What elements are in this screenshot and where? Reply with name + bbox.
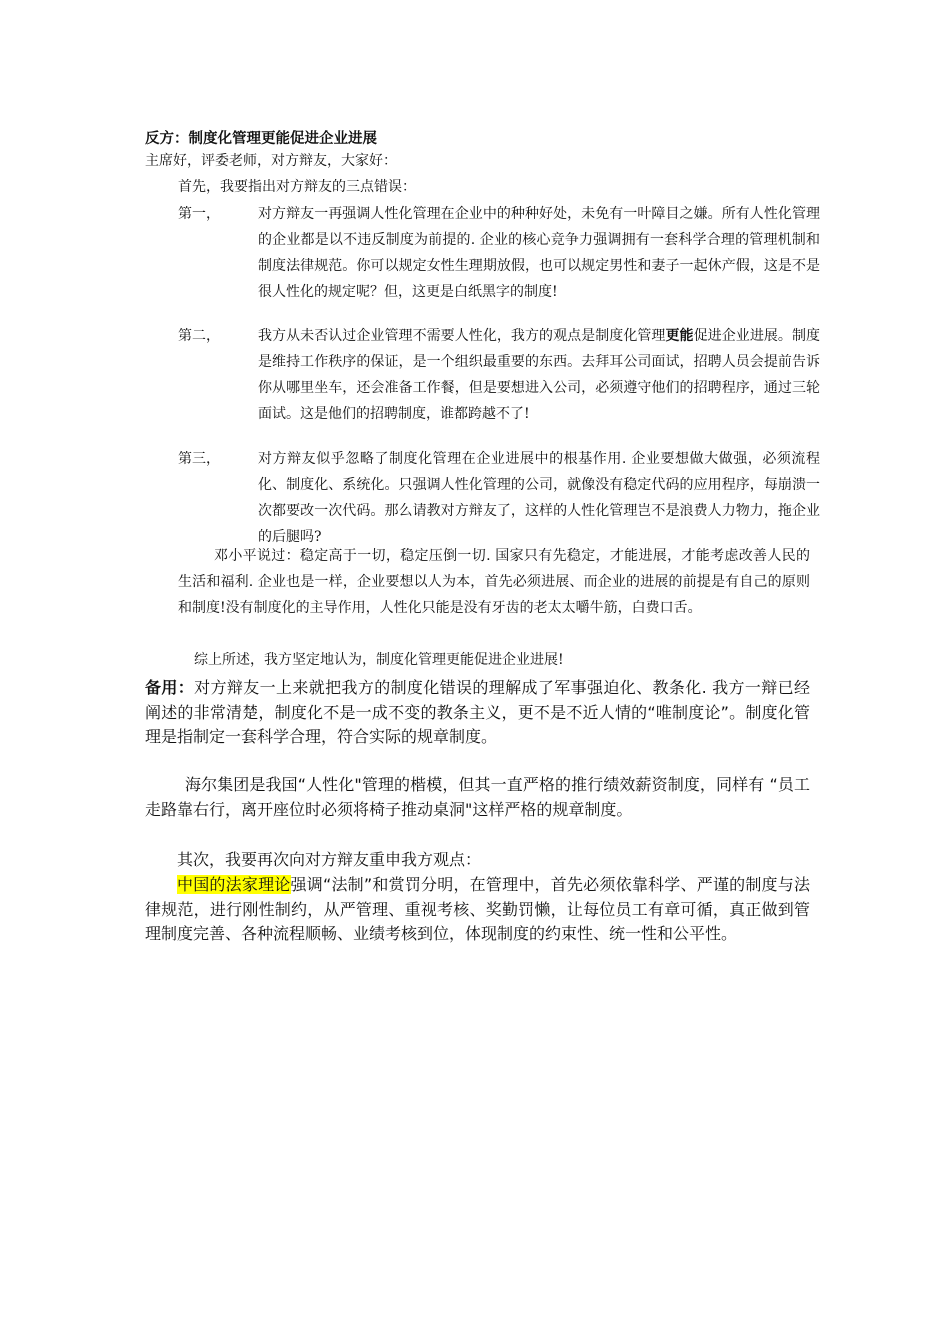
restate-intro: 其次，我要再次向对方辩友重申我方观点： — [177, 850, 482, 869]
backup-text: 对方辩友一上来就把我方的制度化错误的理解成了军事强迫化、教条化. 我方一辩已经阐述的非常清楚，制度化不是一成不变的教条主义，更不是不近人情的“唯制度论”。制度化管理是指制定一套科学合理，符合实际的规章制度。 — [145, 678, 810, 746]
point-two-label: 第二， — [178, 328, 220, 344]
point-two-emphasis: 更能 — [665, 328, 694, 344]
document-title: 反方：制度化管理更能促进企业进展 — [145, 131, 377, 147]
point-one-label: 第一， — [178, 206, 220, 222]
backup-label: 备用： — [145, 678, 195, 697]
deng-quote-paragraph: 邓小平说过：稳定高于一切，稳定压倒一切. 国家只有先稳定，才能进展，才能考虑改善人民的生活和福利. 企业也是一样，企业要想以人为本，首先必须进展、而企业的进展的前提是有自己的原则和制度!没有制度化的主导作用，人性化只能是没有牙齿的老太太嚼牛筋，白费口舌。 — [178, 548, 810, 616]
legalist-text: 强调“法制”和赏罚分明，在管理中，首先必须依靠科学、严谨的制度与法律规范，进行刚性制约，从严管理、重视考核、奖勤罚懒，让每位员工有章可循，真正做到管理制度完善、各种流程顺畅、业绩考核到位，体现制度的约束性、统一性和公平性。 — [145, 875, 810, 943]
point-two-text — [258, 323, 820, 427]
point-two-text-before: 我方从未否认过企业管理不需要人性化，我方的观点是制度化管理 — [258, 328, 666, 344]
point-three-label: 第三， — [178, 451, 220, 467]
highlighted-phrase: 中国的法家理论 — [177, 875, 291, 894]
point-three-text: 对方辩友似乎忽略了制度化管理在企业进展中的根基作用. 企业要想做大做强，必须流程化、制度化、系统化。只强调人性化管理的公司，就像没有稳定代码的应用程序，每崩溃一次都要改一次代码。那么请教对方辩友了，这样的人性化管理岂不是浪费人力物力，拖企业的后腿吗? — [258, 451, 820, 545]
conclusion-line: 综上所述，我方坚定地认为，制度化管理更能促进企业进展! — [194, 652, 564, 668]
legalist-paragraph — [145, 873, 810, 947]
haier-paragraph: 海尔集团是我国“人性化"管理的楷模，但其一直严格的推行绩效薪资制度，同样有 “员工走路靠右行，离开座位时必须将椅子推动桌洞"这样严格的规章制度。 — [145, 775, 810, 819]
intro-line: 首先，我要指出对方辩友的三点错误： — [178, 179, 416, 195]
point-two-text-after: 促进企业进展。制度是维持工作秩序的保证，是一个组织最重要的东西。去拜耳公司面试，招聘人员会提前告诉你从哪里坐车，还会准备工作餐，但是要想进入公司，必须遵守他们的招聘程序，通过三轮面试。这是他们的招聘制度，谁都跨越不了! — [258, 328, 821, 422]
point-one-text: 对方辩友一再强调人性化管理在企业中的种种好处，未免有一叶障目之嫌。所有人性化管理的企业都是以不违反制度为前提的. 企业的核心竞争力强调拥有一套科学合理的管理机制和制度法律规范。你可以规定女性生理期放假，也可以规定男性和妻子一起休产假，这是不是很人性化的规定呢？但，这更是白纸黑字的制度! — [258, 206, 820, 300]
greeting: 主席好，评委老师，对方辩友，大家好： — [145, 153, 397, 169]
backup-paragraph — [145, 676, 810, 750]
